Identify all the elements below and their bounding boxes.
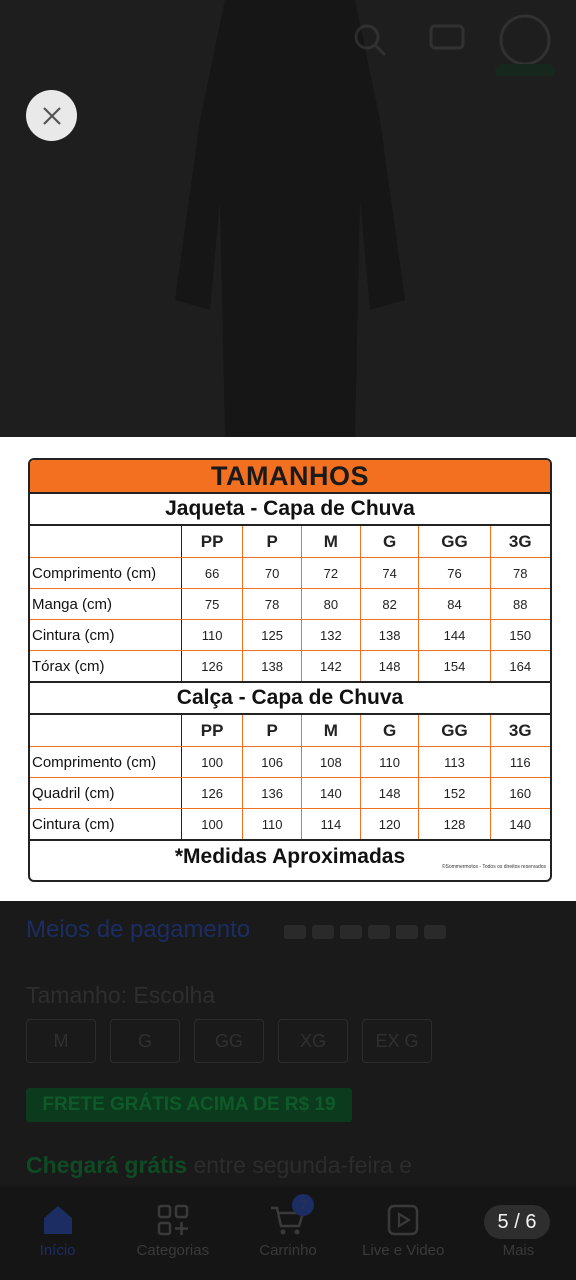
size-header: M <box>302 715 361 747</box>
table-cell: 125 <box>243 620 302 651</box>
payment-method-icon <box>284 925 306 939</box>
table-cell: 78 <box>490 558 550 589</box>
coupon-icon <box>495 12 555 76</box>
table-cell: 142 <box>302 651 361 682</box>
table-cell: 84 <box>419 589 490 620</box>
play-icon <box>386 1204 420 1236</box>
nav-label: Mais <box>502 1242 535 1259</box>
table-cell: 150 <box>490 620 550 651</box>
search-icon <box>350 20 390 60</box>
cart-count-badge: 7 <box>292 1194 314 1216</box>
table-cell: 82 <box>360 589 419 620</box>
table-cell: 152 <box>419 778 490 809</box>
table-corner-cell <box>30 526 182 558</box>
row-label: Manga (cm) <box>30 589 182 620</box>
delivery-prefix: Chegará grátis <box>26 1152 188 1178</box>
payment-method-icon <box>368 925 390 939</box>
size-header: 3G <box>490 715 550 747</box>
size-header: 3G <box>490 526 550 558</box>
table-cell: 113 <box>419 747 490 778</box>
table-cell: 110 <box>243 809 302 840</box>
size-header: P <box>243 526 302 558</box>
size-header: PP <box>182 526 243 558</box>
table-cell: 132 <box>302 620 361 651</box>
size-header: M <box>302 526 361 558</box>
table-cell: 148 <box>360 778 419 809</box>
size-option: M <box>26 1019 96 1063</box>
table-cell: 88 <box>490 589 550 620</box>
size-option: XG <box>278 1019 348 1063</box>
size-header: G <box>360 526 419 558</box>
table-row <box>30 651 550 682</box>
table-cell: 76 <box>419 558 490 589</box>
table-cell: 114 <box>302 809 361 840</box>
table-cell: 75 <box>182 589 243 620</box>
table-cell: 148 <box>360 651 419 682</box>
payment-method-icon <box>312 925 334 939</box>
table-cell: 74 <box>360 558 419 589</box>
table-cell: 70 <box>243 558 302 589</box>
size-option: EX G <box>362 1019 432 1063</box>
table-cell: 66 <box>182 558 243 589</box>
note-text: *Medidas Aproximadas <box>174 844 406 868</box>
row-label: Cintura (cm) <box>30 809 182 840</box>
table-cell: 120 <box>360 809 419 840</box>
table-cell: 160 <box>490 778 550 809</box>
nav-label: Início <box>39 1242 76 1259</box>
approximate-measures-note <box>30 839 550 872</box>
payment-method-icon <box>396 925 418 939</box>
row-label: Cintura (cm) <box>30 620 182 651</box>
table-cell: 140 <box>302 778 361 809</box>
table-cell: 78 <box>243 589 302 620</box>
nav-label: Live e Video <box>362 1242 445 1259</box>
table-cell: 116 <box>490 747 550 778</box>
table-corner-cell <box>30 715 182 747</box>
nav-item-categories <box>115 1186 230 1280</box>
table-cell: 144 <box>419 620 490 651</box>
chat-icon <box>428 22 468 58</box>
nav-item-cart <box>230 1186 345 1280</box>
table-cell: 126 <box>182 651 243 682</box>
close-button[interactable] <box>26 90 77 141</box>
table-cell: 138 <box>360 620 419 651</box>
size-chart <box>28 458 552 882</box>
size-selector-label: Tamanho: Escolha <box>26 982 216 1008</box>
payment-method-icon <box>340 925 362 939</box>
model-silhouette <box>165 0 415 437</box>
pants-section-title: Calça - Capa de Chuva <box>30 681 550 715</box>
table-cell: 138 <box>243 651 302 682</box>
free-shipping-banner: FRETE GRÁTIS ACIMA DE R$ 19 <box>26 1088 352 1122</box>
table-row <box>30 620 550 651</box>
size-header: GG <box>419 715 490 747</box>
table-cell: 100 <box>182 747 243 778</box>
table-row <box>30 809 550 840</box>
table-cell: 110 <box>182 620 243 651</box>
payment-icons <box>284 918 504 946</box>
size-header: PP <box>182 715 243 747</box>
table-cell: 128 <box>419 809 490 840</box>
payment-method-icon <box>424 925 446 939</box>
table-cell: 106 <box>243 747 302 778</box>
nav-item-live-video <box>346 1186 461 1280</box>
table-cell: 72 <box>302 558 361 589</box>
table-cell: 136 <box>243 778 302 809</box>
table-cell: 164 <box>509 658 532 674</box>
table-cell: 110 <box>360 747 419 778</box>
image-counter: 5 / 6 <box>484 1205 550 1239</box>
row-label: Quadril (cm) <box>30 778 182 809</box>
table-row <box>30 589 550 620</box>
pants-size-table <box>30 715 550 839</box>
size-option: GG <box>194 1019 264 1063</box>
table-row <box>30 558 550 589</box>
row-label: Comprimento (cm) <box>30 747 182 778</box>
table-header-row <box>30 526 550 558</box>
jacket-section-title: Jaqueta - Capa de Chuva <box>30 494 550 526</box>
size-options <box>26 1019 432 1063</box>
table-cell: 80 <box>302 589 361 620</box>
table-cell: 126 <box>182 778 243 809</box>
close-icon <box>41 105 63 127</box>
nav-label: Categorias <box>136 1242 210 1259</box>
table-row <box>30 778 550 809</box>
size-header: P <box>243 715 302 747</box>
home-icon <box>41 1204 75 1236</box>
table-row <box>30 747 550 778</box>
delivery-text: entre segunda-feira e <box>187 1152 413 1178</box>
categories-icon <box>156 1204 190 1236</box>
nav-label: Carrinho <box>259 1242 317 1259</box>
product-photo-dimmed <box>0 0 576 437</box>
row-label: Tórax (cm) <box>30 651 182 682</box>
row-label: Comprimento (cm) <box>30 558 182 589</box>
table-cell: 100 <box>182 809 243 840</box>
nav-item-home <box>0 1186 115 1280</box>
table-header-row <box>30 715 550 747</box>
jacket-size-table <box>30 526 550 681</box>
table-cell: 140 <box>509 816 532 832</box>
table-cell: 108 <box>302 747 361 778</box>
table-cell: 154 <box>419 651 490 682</box>
size-header: GG <box>419 526 490 558</box>
size-chart-title: TAMANHOS <box>30 460 550 494</box>
size-header: G <box>360 715 419 747</box>
delivery-estimate <box>26 1152 412 1179</box>
copyright-text: ©Sommermotos - Todos os direitos reservados <box>441 864 546 870</box>
size-option: G <box>110 1019 180 1063</box>
payment-methods-label: Meios de pagamento <box>26 916 251 943</box>
